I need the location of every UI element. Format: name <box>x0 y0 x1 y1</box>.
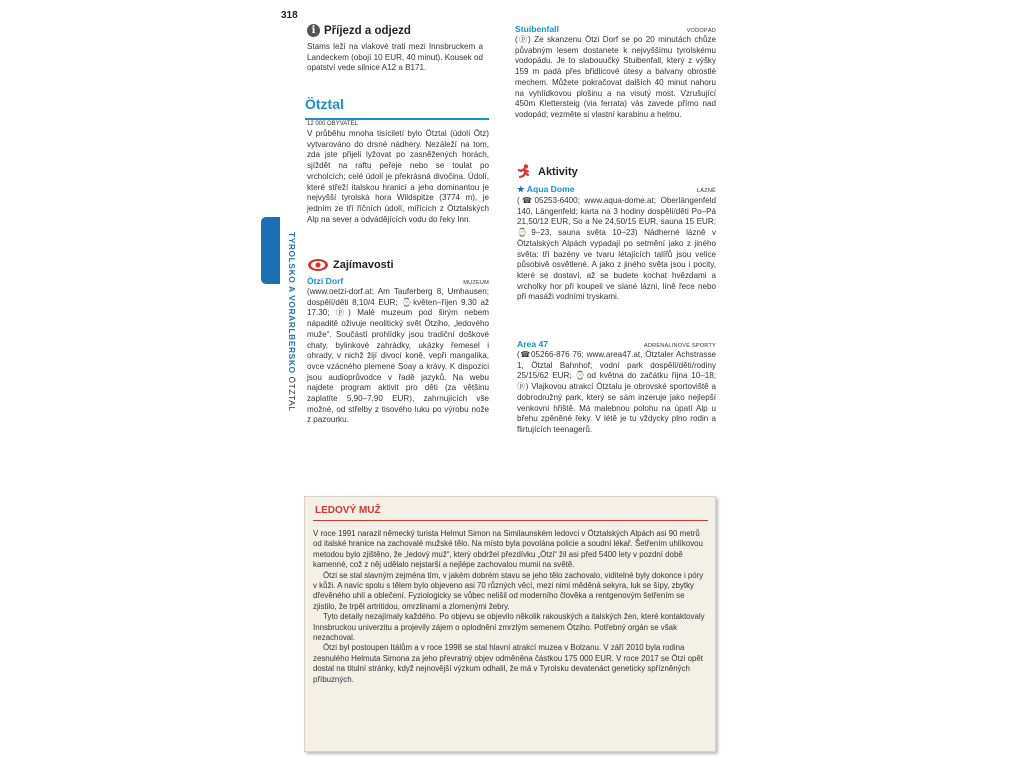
sight-type: VODOPÁD <box>686 28 716 34</box>
activity-entry <box>517 184 716 303</box>
box-text <box>313 529 708 685</box>
box-paragraph: Ötzi byl postoupen Itálům a v roce 1998 se stal hlavní atrakcí muzea v Bolzanu. V září 2010 byla rodina zesnulého Helmuta Simona za jeho převratný objev odměněna částkou 175 000 EUR. V roce 2017 se Ötzi opět dostal na titulní stránky, když nejnovější výzkum odhalil, že má v Tyrolsku devatenáct geneticky spřízněných příbuzných. <box>313 643 703 684</box>
chapter-tab <box>261 217 280 284</box>
sight-entry-2 <box>515 24 716 121</box>
box-paragraph: Ötzi se stal slavným zejména tím, v jakém dobrém stavu se jeho tělo zachovalo, viditelné byly dokonce i póry v kůži. A navíc spolu s tělem bylo objeveno asi 70 různých věcí, mezi nimi měděná sekyra, luk se šípy, zbytky dřevěného uhlí a oblečení. Fyziologicky se vůbec nelišil od moderního člověka a rentgenovým šetřením se zjistilo, že trpěl artritidou, omrzlinami a zlomenými žebry. <box>313 570 704 611</box>
sight-title: Ötzi Dorf <box>307 276 344 286</box>
sight-type: MUZEUM <box>463 280 489 286</box>
running-person-icon <box>516 164 532 180</box>
arrival-text: Stams leží na vlakové trati mezi Innsbruckem a Landeckem (obojí 10 EUR, 40 minut). Kousek od opatství vede silnice A12 a B171. <box>307 42 483 73</box>
town-name: Ötztal <box>305 96 344 112</box>
activity-title: Aqua Dome <box>526 184 575 194</box>
town-title-box <box>305 96 489 120</box>
box-paragraph: Tyto detaily nezajímaly každého. Po objevu se objevilo několik rakouských a italských žen, které kontaktovaly Innsbruckou univerzitu a projevily zájem o oplodnění zmrzlým semenem Ötziho. Potřebný orgán se však nezachoval. <box>313 612 705 643</box>
side-region: TYROLSKO A VORARLBERSKO <box>287 232 297 374</box>
activity-type: LÁZNĚ <box>696 188 716 194</box>
box-divider <box>313 520 708 521</box>
box-paragraph: V roce 1991 narazil německý turista Helmut Simon na Similaunském ledovci v Ötztalských Alpách asi 90 metrů od italské hranice na zachovalé mužské tělo. Na místo byla povolána policie a soudní lékař. Šetřením uhlíkovou metodou bylo zjištěno, že „ledový muž“, který obdržel přezdívku „Ötzi“ žil asi před 5400 lety v pozdní době kamenné, což z něj udělalo nejstarší a nejlépe zachovalou mumii na světě. <box>313 529 703 570</box>
activity-title: Area 47 <box>517 339 549 349</box>
side-place: ÖTZTAL <box>287 376 297 412</box>
population: 12 000 OBYVATEL <box>307 121 358 127</box>
star-icon: ★ <box>517 184 525 194</box>
info-icon: i <box>307 24 320 37</box>
box-heading: LEDOVÝ MUŽ <box>315 505 381 516</box>
activity-text: (☎05266-876 76; www.area47.at, Ötztaler Achstrasse 1, Ötztal Bahnhof; vodní park dospělí/děti/rodiny 25/15/62 EUR; ⌚od května do začátku října 10–18; ⓟ) Vlajkovou atrakcí Ötztalu je obrovské sportoviště a dobrodružný park, který se sám inzeruje jako nejlepší venkovní hřiště. Má malebnou polohu na úpatí Alp u břehu zpěněné řeky. V létě je tu vždycky plno rodin a flirtujících teenagerů. <box>517 350 716 434</box>
sights-heading: Zajímavosti <box>307 258 394 272</box>
activities-heading: Aktivity <box>516 164 578 180</box>
arrival-heading: i Příjezd a odjezd <box>307 24 411 37</box>
activity-entry-2 <box>517 339 716 436</box>
sight-text: (www.oetzi-dorf.at; Am Tauferberg 8, Umhausen; dospělí/děti 8,10/4 EUR; ⌚květen–říjen 9.30 až 17.30; ⓟ) Malé muzeum pod širým nebem nápaditě oživuje neolitický svět Ötziho, „ledového muže“. Součástí prohlídky jsou tradiční doškové chaty, bylinkové zahrádky, ukázky řemesel i ohrady, v nichž žijí divocí koně, vepři mangalika, ovce vzácného plemene Soay a krávy. K dispozici jsou audioprůvodce v řadě jazyků. Na webu najdete program aktivit pro děti (za většinu zaplatíte 5,90–7,90 EUR), zahrnujících vše možné, od střelby z tisového luku po výrobu nože z pazourku. <box>307 287 489 425</box>
sight-title: Stuibenfall <box>515 24 559 34</box>
sight-entry <box>307 276 489 426</box>
chapter-side-label <box>281 232 297 457</box>
town-intro: V průběhu mnoha tisíciletí bylo Ötztal (údolí Ötz) vytvarováno do drsné nádhery. Nezáleží na tom, zda jste přijeli lyžovat po zasněžených horách, sjíždět na raftu peřeje nebo se toulat po vrcholcích; celé údolí je překrásná divočina. Údolí, které střeží italskou hranicí a jeho dominantou je nejvyšší tyrolská hora Wildspitze (3774 m), je jedním ze tří říčních údolí, mířících z Ötztalských Alp na sever a odvádějících vodu do řeky Inn. <box>307 129 489 224</box>
page-number: 318 <box>281 10 298 21</box>
eye-icon <box>307 258 329 272</box>
sight-text: (ⓟ) Ze skanzenu Ötzi Dorf se po 20 minutách chůze půvabným lesem dostanete k nejvyššímu tyrolskému vodopádu. Je to slabouučký Stuibenfall, který z výšky 159 m padá přes břidlicové útesy a balvany obrostlé mechem. Můžete pokračovat dalších 40 minut nahoru na vyhlídkovou plošinu a na visutý most. Vzrušující 450m Klettersteig (via ferrata) vás zavede přímo nad vodopád; vezměte si vlastní karabinu a helmu. <box>515 35 716 119</box>
activity-type: ADRENALINOVÉ SPORTY <box>643 343 716 349</box>
activity-text: (☎05253-6400; www.aqua-dome.at; Oberlängenfeld 140, Längenfeld; karta na 3 hodiny dospělí/děti Po–Pá 21,50/12 EUR, So a Ne 24,50/15 EUR, sauna 15 EUR; ⌚9–23, sauna světa 10–23) Nádherné lázně v Ötztalských Alpách vypadají po setmění jako z jiného světa: tři bazény ve tvaru létajících talířů jsou velice působivě osvětlené. A jako z jiného světa jsou i pocity, které se dostaví, až se budete kochat hvězdami a vrcholky hor při koupeli ve slané lázni, líně řece nebo při masáži vodními tryskami. <box>517 196 716 302</box>
